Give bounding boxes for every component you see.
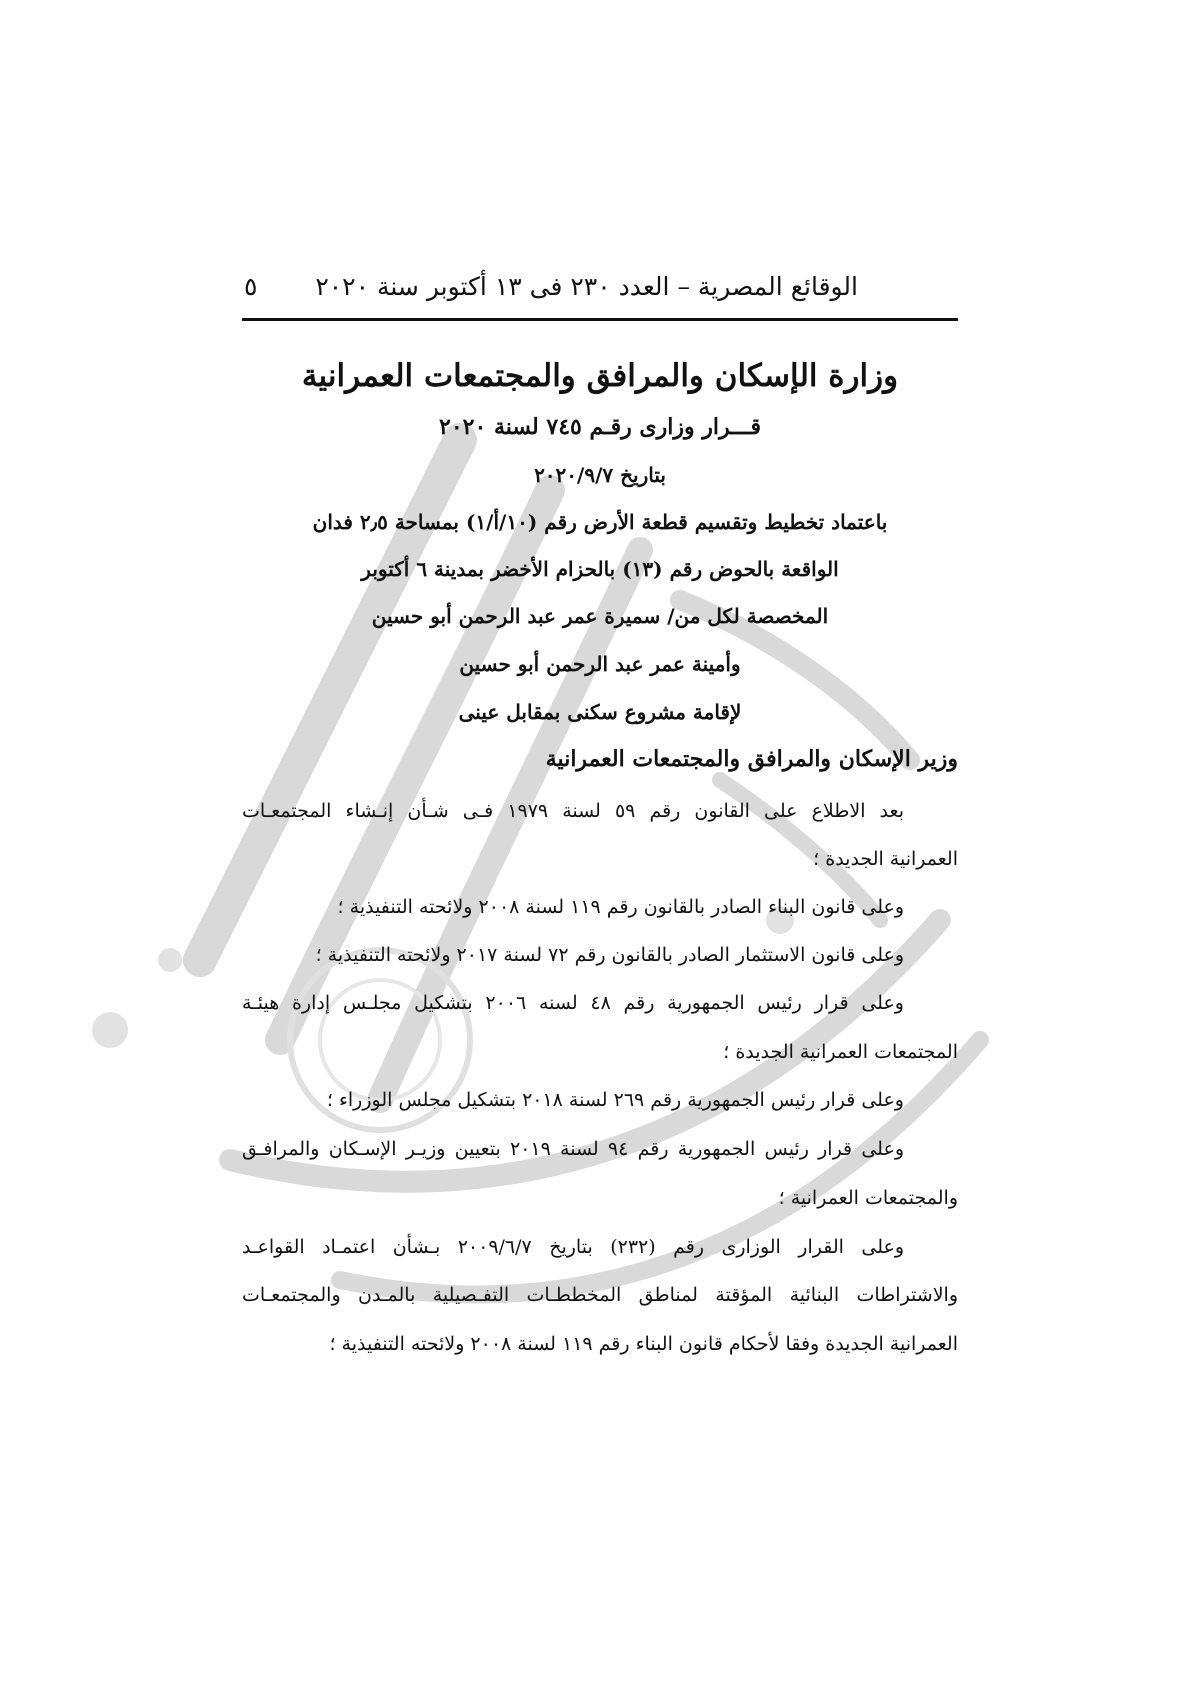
body-line: المجتمعات العمرانية الجديدة ؛ [723,1041,958,1063]
watermark-emblem [80,400,1060,1360]
minister-heading: وزير الإسكان والمرافق والمجتمعات العمرانية [545,746,958,772]
body-line: والاشتراطات البنائية المؤقتة لمناطق المخططـات التفـصيلية بالمـدن والمجتمعـات [242,1284,958,1306]
body-line: والمجتمعات العمرانية ؛ [778,1187,958,1209]
body-line: بعد الاطلاع على القانون رقم ٥٩ لسنة ١٩٧٩ فـى شـأن إنـشاء المجتمعـات [242,800,904,822]
page-number: ٥ [244,272,258,301]
gazette-header [242,272,958,318]
subject-line: وأمينة عمر عبد الرحمن أبو حسين [459,652,741,676]
body-line: وعلى قانون الاستثمار الصادر بالقانون رقم ٧٢ لسنة ٢٠١٧ ولائحته التنفيذية ؛ [315,944,904,966]
subject-line: الواقعة بالحوض رقم (١٣) بالحزام الأخضر بمدينة ٦ أكتوبر [361,557,839,581]
header-divider [242,318,958,321]
body-line: وعلى قرار رئيس الجمهورية رقم ٩٤ لسنة ٢٠١٩ بتعيين وزيـر الإسـكان والمرافـق [242,1138,904,1160]
subject-line: المخصصة لكل من/ سميرة عمر عبد الرحمن أبو حسين [371,604,829,628]
body-line: وعلى قرار رئيس الجمهورية رقم ٢٦٩ لسنة ٢٠١٨ بتشكيل مجلس الوزراء ؛ [326,1089,904,1111]
header-title: الوقائع المصرية – العدد ٢٣٠ فى ١٣ أكتوبر سنة ٢٠٢٠ [315,272,858,301]
ministry-heading: وزارة الإسكان والمرافق والمجتمعات العمرانية [301,358,899,394]
body-line: العمرانية الجديدة وفقا لأحكام قانون البناء رقم ١١٩ لسنة ٢٠٠٨ ولائحته التنفيذية ؛ [329,1333,958,1355]
decree-title: قـــرار وزارى رقـم ٧٤٥ لسنة ٢٠٢٠ [439,414,761,440]
subject-line: باعتماد تخطيط وتقسيم قطعة الأرض رقم (١٠/أ/١) بمساحة ٢٫٥ فدان [312,510,888,534]
body-line: وعلى القرار الوزارى رقم (٢٣٢) بتاريخ ٢٠٠٩/٦/٧ بـشأن اعتمـاد القواعـد [242,1236,904,1258]
body-line: وعلى قرار رئيس الجمهورية رقم ٤٨ لسنه ٢٠٠٦ بتشكيل مجلـس إدارة هيئـة [242,992,904,1014]
subject-line: لإقامة مشروع سكنى بمقابل عينى [458,700,742,724]
body-line: وعلى قانون البناء الصادر بالقانون رقم ١١٩ لسنة ٢٠٠٨ ولائحته التنفيذية ؛ [337,896,904,918]
decree-date: بتاريخ ٢٠٢٠/٩/٧ [534,463,666,487]
body-line: العمرانية الجديدة ؛ [813,848,958,870]
